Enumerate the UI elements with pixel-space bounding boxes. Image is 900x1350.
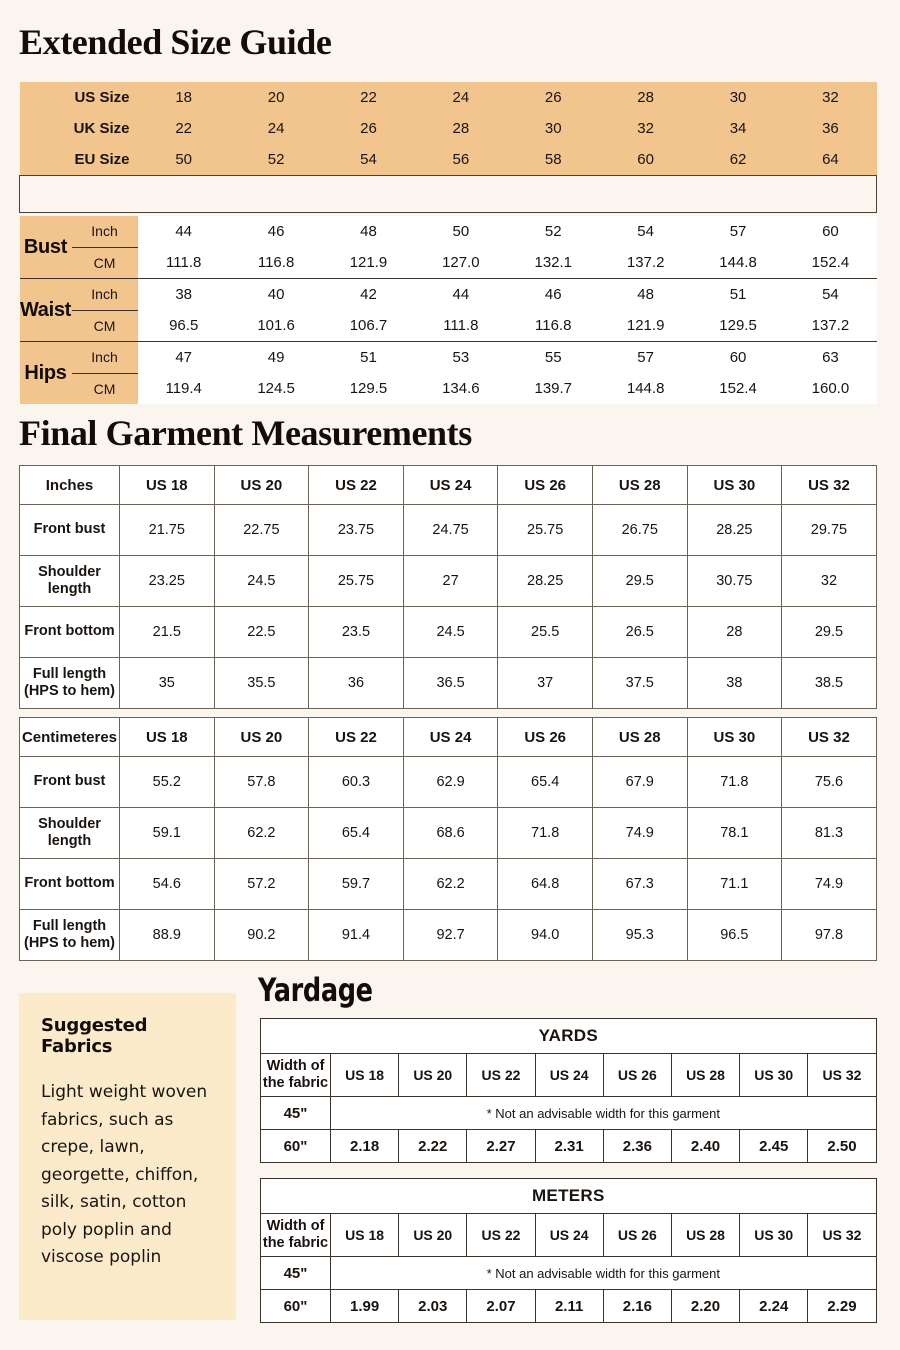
yardage-value: 2.07 xyxy=(467,1290,535,1323)
table-header-row xyxy=(261,1054,877,1097)
measurement-cell: 25.75 xyxy=(498,505,593,556)
column-header-us-22: US 22 xyxy=(309,466,404,505)
column-header-us-26: US 26 xyxy=(498,466,593,505)
body-measurement-value-cm: 121.9 xyxy=(322,247,414,279)
measurement-cell: 92.7 xyxy=(403,910,498,961)
yardage-value: 2.27 xyxy=(467,1130,535,1163)
fabric-width-label: 45" xyxy=(261,1097,331,1130)
yardage-value: 2.50 xyxy=(808,1130,876,1163)
body-measurement-value-inch: 42 xyxy=(322,279,414,311)
size-conversion-value: 22 xyxy=(322,82,414,113)
yardage-row xyxy=(261,1097,877,1130)
size-conversion-value: 24 xyxy=(415,82,507,113)
not-advisable-note: * Not an advisable width for this garment xyxy=(331,1097,877,1130)
yardage-value: 2.22 xyxy=(399,1130,467,1163)
column-header-us-32: US 32 xyxy=(782,466,877,505)
body-measurement-value-inch: 46 xyxy=(507,279,599,311)
size-conversion-value: 28 xyxy=(415,113,507,144)
row-label: Front bust xyxy=(20,505,120,556)
not-advisable-note: * Not an advisable width for this garment xyxy=(331,1257,877,1290)
measurement-cell: 22.75 xyxy=(214,505,309,556)
measurement-cell: 78.1 xyxy=(687,808,782,859)
column-header-us-32: US 32 xyxy=(808,1054,876,1097)
measurement-cell: 60.3 xyxy=(309,757,404,808)
body-measurement-row xyxy=(20,247,877,279)
yardage-meters-table xyxy=(260,1178,877,1323)
size-conversion-value: 62 xyxy=(692,144,784,176)
column-header-us-32: US 32 xyxy=(808,1214,876,1257)
measurement-cell: 32 xyxy=(782,556,877,607)
measurement-cell: 74.9 xyxy=(782,859,877,910)
size-conversion-label: UK Size xyxy=(20,113,138,144)
body-measurement-value-inch: 55 xyxy=(507,342,599,374)
table-row xyxy=(20,757,877,808)
yardage-value: 2.24 xyxy=(740,1290,808,1323)
table-row xyxy=(20,556,877,607)
measurement-cell: 30.75 xyxy=(687,556,782,607)
column-header-us-32: US 32 xyxy=(782,718,877,757)
measurement-cell: 23.75 xyxy=(309,505,404,556)
measurement-cell: 29.5 xyxy=(592,556,687,607)
suggested-fabrics-panel xyxy=(19,993,236,1320)
measurement-cell: 37 xyxy=(498,658,593,709)
size-conversion-value: 36 xyxy=(784,113,876,144)
measurement-cell: 29.75 xyxy=(782,505,877,556)
body-measurement-value-inch: 47 xyxy=(138,342,230,374)
measurement-cell: 96.5 xyxy=(687,910,782,961)
unit-title-row xyxy=(261,1179,877,1214)
measurement-cell: 64.8 xyxy=(498,859,593,910)
body-measurement-value-cm: 152.4 xyxy=(692,373,784,404)
measurement-cell: 68.6 xyxy=(403,808,498,859)
table-row xyxy=(20,859,877,910)
size-conversion-value: 26 xyxy=(507,82,599,113)
column-header-us-18: US 18 xyxy=(120,466,215,505)
size-conversion-value: 26 xyxy=(322,113,414,144)
body-measurement-row xyxy=(20,216,877,247)
body-measurement-value-cm: 96.5 xyxy=(138,310,230,342)
column-header-us-28: US 28 xyxy=(592,718,687,757)
body-measurement-value-cm: 106.7 xyxy=(322,310,414,342)
body-measurement-value-cm: 127.0 xyxy=(415,247,507,279)
width-of-fabric-header: Width of the fabric xyxy=(261,1214,331,1257)
body-measurement-value-inch: 48 xyxy=(599,279,691,311)
measurement-cell: 75.6 xyxy=(782,757,877,808)
column-header-us-30: US 30 xyxy=(687,718,782,757)
size-conversion-value: 20 xyxy=(230,82,322,113)
body-measurement-value-inch: 50 xyxy=(415,216,507,247)
column-header-us-24: US 24 xyxy=(535,1214,603,1257)
body-measurement-value-cm: 101.6 xyxy=(230,310,322,342)
body-measurement-label-bust: Bust xyxy=(20,216,72,279)
column-header-us-20: US 20 xyxy=(399,1054,467,1097)
measurement-cell: 21.5 xyxy=(120,607,215,658)
body-measurement-value-cm: 132.1 xyxy=(507,247,599,279)
yardage-value: 2.16 xyxy=(603,1290,671,1323)
body-measurement-value-inch: 49 xyxy=(230,342,322,374)
body-measurement-value-cm: 137.2 xyxy=(784,310,876,342)
yardage-value: 2.31 xyxy=(535,1130,603,1163)
measurement-cell: 28 xyxy=(687,607,782,658)
measurement-cell: 62.9 xyxy=(403,757,498,808)
yardage-value: 2.36 xyxy=(603,1130,671,1163)
column-header-us-20: US 20 xyxy=(214,718,309,757)
measurement-cell: 24.5 xyxy=(403,607,498,658)
row-label: Front bottom xyxy=(20,607,120,658)
row-label: Full length (HPS to hem) xyxy=(20,910,120,961)
measurement-cell: 26.75 xyxy=(592,505,687,556)
measurement-cell: 57.2 xyxy=(214,859,309,910)
yardage-value: 2.20 xyxy=(671,1290,739,1323)
measurement-cell: 95.3 xyxy=(592,910,687,961)
fabric-width-label: 45" xyxy=(261,1257,331,1290)
column-header-us-18: US 18 xyxy=(120,718,215,757)
measurement-cell: 22.5 xyxy=(214,607,309,658)
table-header-row xyxy=(20,718,877,757)
size-conversion-value: 28 xyxy=(599,82,691,113)
measurement-cell: 25.75 xyxy=(309,556,404,607)
column-header-us-26: US 26 xyxy=(603,1214,671,1257)
table-row xyxy=(20,910,877,961)
measurement-cell: 24.5 xyxy=(214,556,309,607)
unit-label-inch: Inch xyxy=(72,342,138,374)
measurement-cell: 23.25 xyxy=(120,556,215,607)
size-and-body-measurements-table xyxy=(19,82,877,404)
measurement-cell: 97.8 xyxy=(782,910,877,961)
column-header-us-18: US 18 xyxy=(331,1054,399,1097)
body-measurement-row xyxy=(20,342,877,374)
column-header-us-20: US 20 xyxy=(399,1214,467,1257)
body-measurement-label-waist: Waist xyxy=(20,279,72,342)
body-measurement-value-cm: 134.6 xyxy=(415,373,507,404)
size-conversion-value: 58 xyxy=(507,144,599,176)
body-measurement-value-cm: 121.9 xyxy=(599,310,691,342)
body-measurement-value-inch: 54 xyxy=(784,279,876,311)
measurement-cell: 81.3 xyxy=(782,808,877,859)
measurement-cell: 36 xyxy=(309,658,404,709)
size-conversion-value: 30 xyxy=(692,82,784,113)
column-header-us-22: US 22 xyxy=(467,1054,535,1097)
body-measurement-value-inch: 54 xyxy=(599,216,691,247)
measurement-cell: 57.8 xyxy=(214,757,309,808)
yardage-row xyxy=(261,1290,877,1323)
size-conversion-value: 22 xyxy=(138,113,230,144)
body-measurement-value-cm: 144.8 xyxy=(692,247,784,279)
garment-measurements-inches-table xyxy=(19,465,877,709)
measurement-cell: 67.9 xyxy=(592,757,687,808)
section-title-final-garment-measurements: Final Garment Measurements xyxy=(19,413,472,453)
body-measurement-value-inch: 51 xyxy=(322,342,414,374)
unit-label-inch: Inch xyxy=(72,216,138,247)
measurement-cell: 29.5 xyxy=(782,607,877,658)
body-measurement-value-inch: 38 xyxy=(138,279,230,311)
body-measurement-value-inch: 46 xyxy=(230,216,322,247)
unit-title-row xyxy=(261,1019,877,1054)
measurement-cell: 28.25 xyxy=(687,505,782,556)
body-measurement-value-inch: 52 xyxy=(507,216,599,247)
size-conversion-value: 56 xyxy=(415,144,507,176)
column-header-us-20: US 20 xyxy=(214,466,309,505)
row-label: Shoulder length xyxy=(20,808,120,859)
body-measurement-value-inch: 44 xyxy=(415,279,507,311)
row-label: Shoulder length xyxy=(20,556,120,607)
column-header-us-30: US 30 xyxy=(740,1054,808,1097)
size-conversion-value: 32 xyxy=(784,82,876,113)
measurement-cell: 23.5 xyxy=(309,607,404,658)
body-measurement-value-inch: 44 xyxy=(138,216,230,247)
fabric-width-label: 60" xyxy=(261,1130,331,1163)
yardage-yards-table xyxy=(260,1018,877,1163)
body-measurement-value-cm: 137.2 xyxy=(599,247,691,279)
size-conversion-value: 54 xyxy=(322,144,414,176)
measurement-cell: 91.4 xyxy=(309,910,404,961)
yardage-value: 2.03 xyxy=(399,1290,467,1323)
size-conversion-value: 24 xyxy=(230,113,322,144)
size-conversion-value: 64 xyxy=(784,144,876,176)
yardage-value: 2.18 xyxy=(331,1130,399,1163)
body-measurement-value-inch: 53 xyxy=(415,342,507,374)
column-header-us-30: US 30 xyxy=(687,466,782,505)
measurement-cell: 67.3 xyxy=(592,859,687,910)
size-conversion-value: 50 xyxy=(138,144,230,176)
measurement-cell: 54.6 xyxy=(120,859,215,910)
row-label: Full length (HPS to hem) xyxy=(20,658,120,709)
body-measurement-value-cm: 152.4 xyxy=(784,247,876,279)
measurement-cell: 62.2 xyxy=(214,808,309,859)
unit-label-cm: CM xyxy=(72,310,138,342)
table-row xyxy=(20,607,877,658)
measurement-cell: 94.0 xyxy=(498,910,593,961)
measurement-cell: 59.7 xyxy=(309,859,404,910)
table-row xyxy=(20,658,877,709)
suggested-fabrics-body: Light weight woven fabrics, such as crepe, lawn, georgette, chiffon, silk, satin, cotton poly poplin and viscose poplin xyxy=(41,1082,208,1268)
measurement-cell: 65.4 xyxy=(498,757,593,808)
body-measurement-label-hips: Hips xyxy=(20,342,72,405)
body-measurement-value-cm: 111.8 xyxy=(415,310,507,342)
column-header-us-24: US 24 xyxy=(403,466,498,505)
body-measurement-value-cm: 111.8 xyxy=(138,247,230,279)
size-conversion-value: 32 xyxy=(599,113,691,144)
table-header-row xyxy=(20,466,877,505)
measurement-cell: 88.9 xyxy=(120,910,215,961)
measurement-cell: 26.5 xyxy=(592,607,687,658)
measurement-cell: 71.8 xyxy=(687,757,782,808)
measurement-cell: 74.9 xyxy=(592,808,687,859)
measurement-cell: 24.75 xyxy=(403,505,498,556)
measurement-cell: 38.5 xyxy=(782,658,877,709)
unit-label-cm: CM xyxy=(72,373,138,404)
measurement-cell: 37.5 xyxy=(592,658,687,709)
body-measurement-value-inch: 48 xyxy=(322,216,414,247)
measurement-cell: 38 xyxy=(687,658,782,709)
blank-divider-row xyxy=(20,176,877,213)
body-measurement-value-cm: 139.7 xyxy=(507,373,599,404)
measurement-cell: 35 xyxy=(120,658,215,709)
body-measurement-value-cm: 144.8 xyxy=(599,373,691,404)
yardage-value: 2.40 xyxy=(671,1130,739,1163)
column-header-us-30: US 30 xyxy=(740,1214,808,1257)
measurement-cell: 36.5 xyxy=(403,658,498,709)
measurement-cell: 71.8 xyxy=(498,808,593,859)
measurement-cell: 65.4 xyxy=(309,808,404,859)
measurement-cell: 25.5 xyxy=(498,607,593,658)
body-measurement-value-inch: 40 xyxy=(230,279,322,311)
yardage-value: 2.11 xyxy=(535,1290,603,1323)
size-conversion-label: EU Size xyxy=(20,144,138,176)
body-measurement-value-inch: 51 xyxy=(692,279,784,311)
size-conversion-label: US Size xyxy=(20,82,138,113)
column-header-us-22: US 22 xyxy=(309,718,404,757)
measurement-cell: 27 xyxy=(403,556,498,607)
column-header-us-28: US 28 xyxy=(592,466,687,505)
row-label: Front bottom xyxy=(20,859,120,910)
body-measurement-value-cm: 116.8 xyxy=(507,310,599,342)
size-conversion-value: 34 xyxy=(692,113,784,144)
body-measurement-row xyxy=(20,310,877,342)
column-header-us-28: US 28 xyxy=(671,1214,739,1257)
body-measurement-value-cm: 129.5 xyxy=(692,310,784,342)
table-header-row xyxy=(261,1214,877,1257)
size-conversion-row xyxy=(20,113,877,144)
table-row xyxy=(20,808,877,859)
measurement-cell: 28.25 xyxy=(498,556,593,607)
yardage-value: 1.99 xyxy=(331,1290,399,1323)
size-conversion-row xyxy=(20,144,877,176)
page-title-extended-size-guide: Extended Size Guide xyxy=(19,22,332,62)
body-measurement-row xyxy=(20,373,877,404)
column-header-us-24: US 24 xyxy=(535,1054,603,1097)
column-header-us-24: US 24 xyxy=(403,718,498,757)
body-measurement-value-inch: 57 xyxy=(692,216,784,247)
size-conversion-value: 60 xyxy=(599,144,691,176)
measurement-cell: 35.5 xyxy=(214,658,309,709)
yardage-unit-title: METERS xyxy=(261,1179,877,1214)
width-of-fabric-header: Width of the fabric xyxy=(261,1054,331,1097)
body-measurement-value-cm: 119.4 xyxy=(138,373,230,404)
table-row xyxy=(20,505,877,556)
measurement-cell: 71.1 xyxy=(687,859,782,910)
body-measurement-value-inch: 60 xyxy=(784,216,876,247)
body-measurement-value-inch: 63 xyxy=(784,342,876,374)
yardage-row xyxy=(261,1130,877,1163)
body-measurement-value-cm: 124.5 xyxy=(230,373,322,404)
yardage-row xyxy=(261,1257,877,1290)
suggested-fabrics-title: Suggested Fabrics xyxy=(41,1015,148,1057)
body-measurement-value-inch: 60 xyxy=(692,342,784,374)
body-measurement-value-inch: 57 xyxy=(599,342,691,374)
yardage-value: 2.45 xyxy=(740,1130,808,1163)
size-conversion-value: 30 xyxy=(507,113,599,144)
body-measurement-value-cm: 160.0 xyxy=(784,373,876,404)
measurement-cell: 59.1 xyxy=(120,808,215,859)
unit-label-cm: CM xyxy=(72,247,138,279)
body-measurement-row xyxy=(20,279,877,311)
body-measurement-value-cm: 116.8 xyxy=(230,247,322,279)
measurement-cell: 55.2 xyxy=(120,757,215,808)
measurement-cell: 62.2 xyxy=(403,859,498,910)
measurement-cell: 90.2 xyxy=(214,910,309,961)
garment-measurements-centimeters-table xyxy=(19,717,877,961)
column-header-us-26: US 26 xyxy=(603,1054,671,1097)
measurement-cell: 21.75 xyxy=(120,505,215,556)
unit-header-cell: Inches xyxy=(20,466,120,505)
section-title-yardage: Yardage xyxy=(258,971,373,1009)
column-header-us-26: US 26 xyxy=(498,718,593,757)
column-header-us-28: US 28 xyxy=(671,1054,739,1097)
yardage-value: 2.29 xyxy=(808,1290,876,1323)
yardage-unit-title: YARDS xyxy=(261,1019,877,1054)
fabric-width-label: 60" xyxy=(261,1290,331,1323)
unit-header-cell: Centimeteres xyxy=(20,718,120,757)
row-label: Front bust xyxy=(20,757,120,808)
size-conversion-row xyxy=(20,82,877,113)
size-conversion-value: 18 xyxy=(138,82,230,113)
column-header-us-18: US 18 xyxy=(331,1214,399,1257)
unit-label-inch: Inch xyxy=(72,279,138,311)
body-measurement-value-cm: 129.5 xyxy=(322,373,414,404)
size-conversion-value: 52 xyxy=(230,144,322,176)
column-header-us-22: US 22 xyxy=(467,1214,535,1257)
